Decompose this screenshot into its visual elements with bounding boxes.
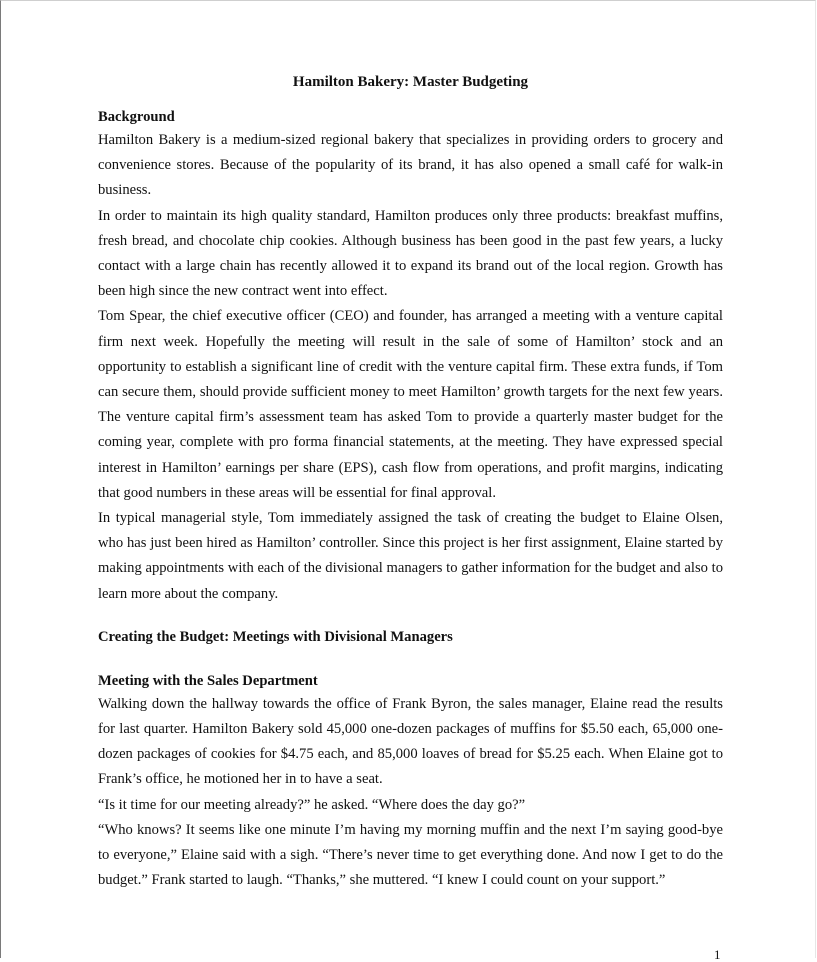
- section-heading-background: Background: [98, 109, 175, 125]
- sales-paragraph-2: “Is it time for our meeting already?” he asked. “Where does the day go?”: [98, 796, 526, 813]
- section-heading-creating-budget: Creating the Budget: Meetings with Divisional Managers: [98, 628, 453, 645]
- background-paragraph-4: In typical managerial style, Tom immediately assigned the task of creating the budget to Elaine Olsen, who has just been hired as Hamilton’ controller. Since this project is her first assignment, Elaine started by making appointments with each of the divisional managers to gather information for the budget and also to learn more about the company.: [98, 510, 723, 602]
- sales-paragraph-3: “Who knows? It seems like one minute I’m having my morning muffin and the next I’m saying good-bye to everyone,” Elaine said with a sigh. “There’s never time to get everything done. And now I get to do the budget.” Frank started to laugh. “Thanks,” she muttered. “I knew I could count on your support.”: [98, 821, 723, 889]
- section-heading-sales-meeting: Meeting with the Sales Department: [98, 672, 318, 689]
- document-title: Hamilton Bakery: Master Budgeting: [292, 74, 529, 90]
- background-paragraph-3: Tom Spear, the chief executive officer (CEO) and founder, has arranged a meeting with a venture capital firm next week. Hopefully the meeting will result in the sale of some of Hamilton’ stock and an opportunity to establish a significant line of credit with the venture capital firm. These extra funds, if Tom can secure them, should provide sufficient money to meet Hamilton’ growth targets for the next few years. The venture capital firm’s assessment team has asked Tom to provide a quarterly master budget for the coming year, complete with pro forma financial statements, at the meeting. They have expressed special interest in Hamilton’ earnings per share (EPS), cash flow from operations, and profit margins, indicating that good numbers in these areas will be essential for final approval.: [98, 308, 723, 501]
- page-number: 1: [714, 947, 721, 962]
- background-paragraph-1: Hamilton Bakery is a medium-sized regional bakery that specializes in providing orders to grocery and convenience stores. Because of the popularity of its brand, it has also opened a small café for walk-in business.: [98, 132, 723, 199]
- sales-paragraph-1: Walking down the hallway towards the office of Frank Byron, the sales manager, Elaine read the results for last quarter. Hamilton Bakery sold 45,000 one-dozen packages of muffins for $5.50 each, 65,000 one-dozen packages of cookies for $4.75 each, and 85,000 loaves of bread for $5.25 each. When Elaine got to Frank’s office, he motioned her in to have a seat.: [98, 695, 723, 788]
- background-paragraph-2: In order to maintain its high quality standard, Hamilton produces only three products: breakfast muffins, fresh bread, and chocolate chip cookies. Although business has been good in the past few years, a lucky contact with a large chain has recently allowed it to expand its brand out of the local region. Growth has been high since the new contract went into effect.: [98, 207, 723, 300]
- document-body: [98, 71, 723, 893]
